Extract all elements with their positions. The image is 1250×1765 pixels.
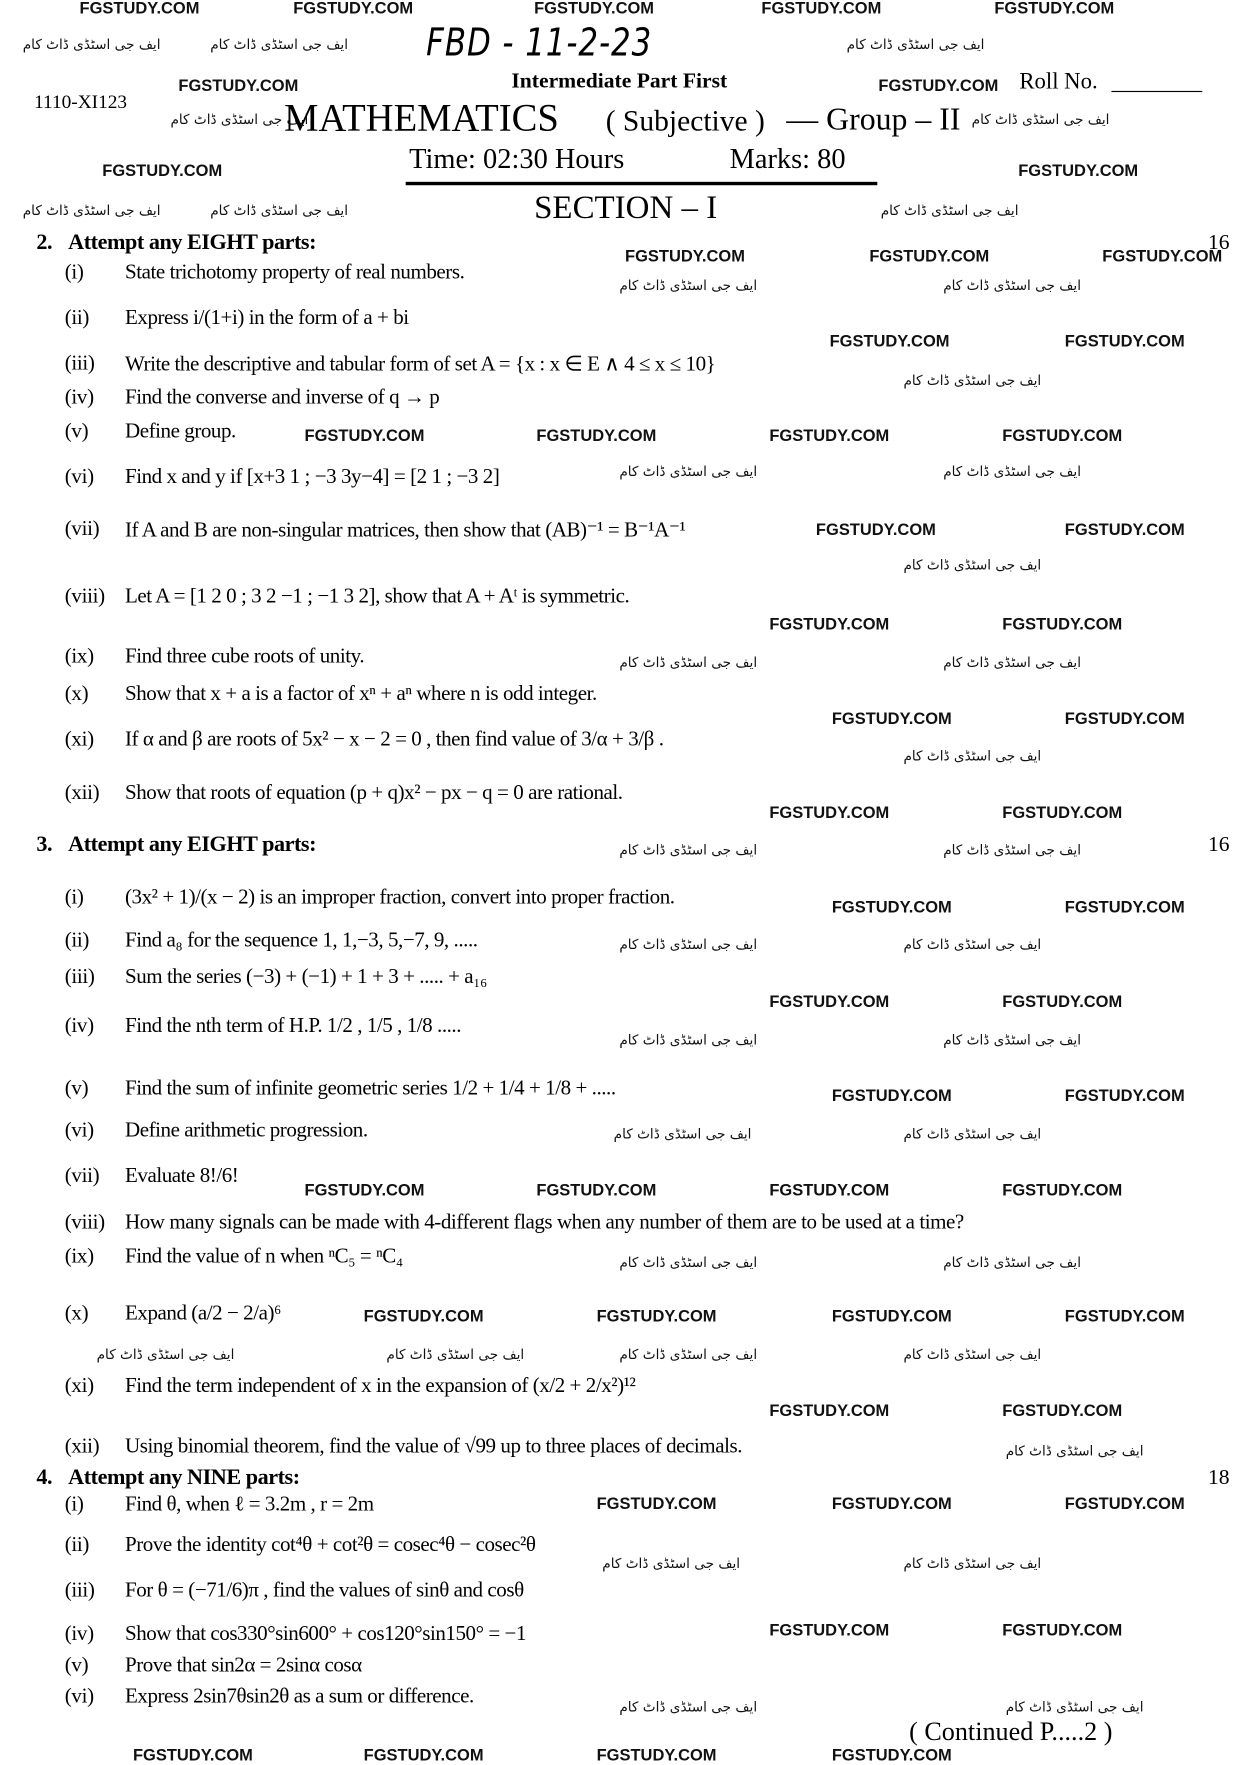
part-label: (viii) bbox=[64, 1211, 105, 1235]
watermark-text: FGSTUDY.COM bbox=[534, 0, 655, 19]
watermark-urdu-text: ایف جی اسٹڈی ڈاٹ کام bbox=[602, 1555, 741, 1572]
part-label: (xii) bbox=[64, 781, 100, 805]
watermark-text: FGSTUDY.COM bbox=[761, 0, 882, 19]
watermark-urdu-text: ایف جی اسٹڈی ڈاٹ کام bbox=[210, 36, 349, 53]
part-label: (i) bbox=[64, 1493, 84, 1516]
part-label: (xi) bbox=[64, 728, 94, 752]
watermark-text: FGSTUDY.COM bbox=[1064, 710, 1185, 729]
question-number: 4. bbox=[36, 1465, 53, 1490]
part-label: (v) bbox=[64, 1654, 89, 1678]
watermark-urdu-text: ایف جی اسٹڈی ڈاٹ کام bbox=[619, 842, 758, 858]
watermark-text: FGSTUDY.COM bbox=[1064, 1087, 1185, 1106]
watermark-text: FGSTUDY.COM bbox=[102, 162, 223, 181]
part-text: If A and B are non-singular matrices, then show that (AB)⁻¹ = B⁻¹A⁻¹ bbox=[125, 519, 686, 543]
watermark-text: FGSTUDY.COM bbox=[536, 427, 657, 446]
watermark-urdu-text: ایف جی اسٹڈی ڈاٹ کام bbox=[386, 1346, 525, 1363]
watermark-text: FGSTUDY.COM bbox=[1064, 898, 1185, 918]
watermark-text: FGSTUDY.COM bbox=[596, 1307, 717, 1327]
watermark-text: FGSTUDY.COM bbox=[79, 0, 200, 19]
watermark-text: FGSTUDY.COM bbox=[769, 1181, 890, 1201]
watermark-text: FGSTUDY.COM bbox=[596, 1495, 717, 1514]
part-label: (viii) bbox=[64, 585, 105, 608]
part-label: (i) bbox=[64, 886, 84, 910]
part-label: (iii) bbox=[64, 352, 95, 376]
part-label: (iv) bbox=[64, 1622, 94, 1646]
watermark-text: FGSTUDY.COM bbox=[1002, 615, 1123, 635]
watermark-text: FGSTUDY.COM bbox=[769, 993, 890, 1012]
roll-no-field[interactable] bbox=[1111, 91, 1202, 92]
part-label: (ii) bbox=[64, 1534, 90, 1557]
part-text: Find three cube roots of unity. bbox=[125, 645, 365, 669]
part-label: (i) bbox=[64, 261, 84, 285]
watermark-text: FGSTUDY.COM bbox=[1002, 804, 1123, 823]
watermark-text: FGSTUDY.COM bbox=[769, 804, 890, 823]
part-label: (x) bbox=[64, 1302, 89, 1326]
watermark-text: FGSTUDY.COM bbox=[831, 1746, 952, 1765]
watermark-urdu-text: ایف جی اسٹڈی ڈاٹ کام bbox=[613, 1126, 752, 1143]
watermark-text: FGSTUDY.COM bbox=[869, 247, 990, 266]
part-text: Find the sum of infinite geometric series 1/2 + 1/4 + 1/8 + ..... bbox=[125, 1077, 616, 1101]
watermark-urdu-text: ایف جی اسٹڈی ڈاٹ کام bbox=[1005, 1698, 1144, 1715]
watermark-text: FGSTUDY.COM bbox=[878, 77, 999, 96]
part-text: Find a₈ for the sequence 1, 1,−3, 5,−7, 9, ..... bbox=[125, 929, 478, 953]
header-underline bbox=[406, 182, 878, 185]
part-label: (v) bbox=[64, 1077, 89, 1101]
part-text: Show that x + a is a factor of xⁿ + aⁿ where n is odd integer. bbox=[125, 682, 597, 706]
watermark-text: FGSTUDY.COM bbox=[829, 332, 950, 352]
watermark-text: FGSTUDY.COM bbox=[132, 1746, 253, 1765]
watermark-text: FGSTUDY.COM bbox=[1102, 247, 1223, 266]
watermark-urdu-text: ایف جی اسٹڈی ڈاٹ کام bbox=[22, 202, 161, 219]
exam-level: Intermediate Part First bbox=[511, 69, 728, 94]
part-label: (ix) bbox=[64, 1245, 94, 1269]
watermark-urdu-text: ایف جی اسٹڈی ڈاٹ کام bbox=[210, 202, 349, 219]
part-text: Find x and y if [x+3 1 ; −3 3y−4] = [2 1 ; −3 2] bbox=[125, 465, 500, 489]
watermark-urdu-text: ایف جی اسٹڈی ڈاٹ کام bbox=[943, 463, 1082, 480]
watermark-text: FGSTUDY.COM bbox=[363, 1746, 484, 1765]
watermark-urdu-text: ایف جی اسٹڈی ڈاٹ کام bbox=[619, 1031, 758, 1048]
group-label: — Group – II bbox=[786, 102, 961, 138]
part-text: Sum the series (−3) + (−1) + 1 + 3 + ..... + a₁₆ bbox=[125, 965, 487, 989]
watermark-text: FGSTUDY.COM bbox=[304, 427, 425, 446]
watermark-text: FGSTUDY.COM bbox=[769, 427, 890, 446]
watermark-text: FGSTUDY.COM bbox=[831, 898, 952, 918]
paper-type: ( Subjective ) bbox=[605, 104, 765, 138]
watermark-urdu-text: ایف جی اسٹڈی ڈاٹ کام bbox=[903, 372, 1042, 389]
part-text: Expand (a/2 − 2/a)⁶ bbox=[125, 1302, 281, 1326]
roll-no-label: Roll No. bbox=[1019, 69, 1098, 95]
part-label: (vii) bbox=[64, 518, 100, 541]
part-label: (vi) bbox=[64, 465, 94, 489]
part-label: (ii) bbox=[64, 929, 90, 953]
watermark-urdu-text: ایف جی اسٹڈی ڈاٹ کام bbox=[971, 111, 1110, 128]
question-marks: 16 bbox=[1207, 230, 1230, 255]
part-label: (x) bbox=[64, 682, 89, 706]
watermark-urdu-text: ایف جی اسٹڈی ڈاٹ کام bbox=[619, 1698, 758, 1715]
question-number: 3. bbox=[36, 832, 53, 857]
watermark-urdu-text: ایف جی اسٹڈی ڈاٹ کام bbox=[903, 556, 1042, 573]
watermark-urdu-text: ایف جی اسٹڈی ڈاٹ کام bbox=[619, 654, 758, 671]
part-label: (iv) bbox=[64, 386, 94, 410]
watermark-text: FGSTUDY.COM bbox=[994, 0, 1115, 19]
question-title: Attempt any NINE parts: bbox=[68, 1465, 300, 1490]
part-text: Define arithmetic progression. bbox=[125, 1119, 368, 1143]
watermark-text: FGSTUDY.COM bbox=[293, 0, 414, 19]
watermark-text: FGSTUDY.COM bbox=[831, 710, 952, 729]
watermark-text: FGSTUDY.COM bbox=[1064, 332, 1185, 352]
watermark-text: FGSTUDY.COM bbox=[831, 1495, 952, 1514]
part-text: (3x² + 1)/(x − 2) is an improper fraction, convert into proper fraction. bbox=[125, 886, 675, 910]
watermark-urdu-text: ایف جی اسٹڈی ڈاٹ کام bbox=[619, 1254, 758, 1271]
part-text: Let A = [1 2 0 ; 3 2 −1 ; −1 3 2], show that A + Aᵗ is symmetric. bbox=[125, 585, 630, 608]
watermark-text: FGSTUDY.COM bbox=[596, 1746, 717, 1765]
watermark-urdu-text: ایف جی اسٹڈی ڈاٹ کام bbox=[880, 202, 1019, 219]
watermark-text: FGSTUDY.COM bbox=[1064, 1307, 1185, 1327]
watermark-urdu-text: ایف جی اسٹڈی ڈاٹ کام bbox=[903, 1126, 1042, 1143]
watermark-urdu-text: ایف جی اسٹڈی ڈاٹ کام bbox=[943, 842, 1082, 858]
watermark-text: FGSTUDY.COM bbox=[1018, 162, 1139, 181]
part-text: Evaluate 8!/6! bbox=[125, 1164, 239, 1188]
watermark-text: FGSTUDY.COM bbox=[1002, 993, 1123, 1012]
watermark-text: FGSTUDY.COM bbox=[1064, 521, 1185, 540]
watermark-urdu-text: ایف جی اسٹڈی ڈاٹ کام bbox=[619, 1346, 758, 1363]
part-text: Using binomial theorem, find the value of √99 up to three places of decimals. bbox=[125, 1435, 742, 1459]
part-text: For θ = (−71/6)π , find the values of sinθ and cosθ bbox=[125, 1579, 524, 1603]
continued-note: ( Continued P.....2 ) bbox=[909, 1717, 1113, 1746]
part-label: (v) bbox=[64, 420, 89, 444]
watermark-text: FGSTUDY.COM bbox=[625, 247, 745, 266]
marks-label: Marks: 80 bbox=[729, 144, 846, 176]
watermark-urdu-text: ایف جی اسٹڈی ڈاٹ کام bbox=[22, 36, 161, 53]
part-text: Define group. bbox=[125, 420, 236, 444]
watermark-urdu-text: ایف جی اسٹڈی ڈاٹ کام bbox=[903, 1346, 1042, 1363]
part-label: (iii) bbox=[64, 965, 95, 989]
watermark-urdu-text: ایف جی اسٹڈی ڈاٹ کام bbox=[943, 654, 1082, 671]
watermark-urdu-text: ایف جی اسٹڈی ڈاٹ کام bbox=[619, 936, 758, 953]
watermark-text: FGSTUDY.COM bbox=[769, 615, 890, 635]
time-label: Time: 02:30 Hours bbox=[409, 144, 625, 176]
part-label: (vi) bbox=[64, 1685, 94, 1709]
watermark-urdu-text: ایف جی اسٹڈی ڈاٹ کام bbox=[943, 1031, 1082, 1048]
watermark-urdu-text: ایف جی اسٹڈی ڈاٹ کام bbox=[846, 36, 985, 53]
part-label: (iii) bbox=[64, 1579, 95, 1603]
part-text: Show that cos330°sin600° + cos120°sin150° = −1 bbox=[125, 1622, 527, 1646]
watermark-text: FGSTUDY.COM bbox=[831, 1307, 952, 1327]
part-text: How many signals can be made with 4-different flags when any number of them are to be used at a time? bbox=[125, 1211, 964, 1235]
watermark-text: FGSTUDY.COM bbox=[769, 1402, 890, 1421]
part-label: (ix) bbox=[64, 645, 94, 669]
watermark-urdu-text: ایف جی اسٹڈی ڈاٹ کام bbox=[619, 277, 758, 294]
question-marks: 18 bbox=[1207, 1465, 1230, 1490]
watermark-text: FGSTUDY.COM bbox=[1002, 1181, 1123, 1201]
part-text: Write the descriptive and tabular form of set A = {x : x ∈ E ∧ 4 ≤ x ≤ 10} bbox=[125, 353, 716, 377]
watermark-urdu-text: ایف جی اسٹڈی ڈاٹ کام bbox=[943, 1254, 1082, 1271]
question-number: 2. bbox=[36, 230, 53, 255]
part-text: Find the converse and inverse of q → p bbox=[125, 386, 440, 410]
part-label: (xii) bbox=[64, 1435, 100, 1459]
part-label: (vii) bbox=[64, 1164, 100, 1188]
watermark-urdu-text: ایف جی اسٹڈی ڈاٹ کام bbox=[1005, 1443, 1144, 1460]
question-title: Attempt any EIGHT parts: bbox=[68, 230, 317, 255]
watermark-text: FGSTUDY.COM bbox=[536, 1181, 657, 1201]
part-label: (ii) bbox=[64, 306, 90, 330]
watermark-text: FGSTUDY.COM bbox=[769, 1621, 890, 1640]
watermark-text: FGSTUDY.COM bbox=[304, 1181, 425, 1201]
part-text: Find θ, when ℓ = 3.2m , r = 2m bbox=[125, 1493, 374, 1516]
watermark-urdu-text: ایف جی اسٹڈی ڈاٹ کام bbox=[619, 463, 758, 480]
part-text: Express 2sin7θsin2θ as a sum or difference. bbox=[125, 1685, 474, 1709]
part-text: State trichotomy property of real numbers. bbox=[125, 261, 465, 285]
part-label: (vi) bbox=[64, 1119, 94, 1143]
question-title: Attempt any EIGHT parts: bbox=[68, 832, 317, 857]
watermark-text: FGSTUDY.COM bbox=[831, 1087, 952, 1106]
watermark-text: FGSTUDY.COM bbox=[1002, 427, 1123, 446]
part-label: (iv) bbox=[64, 1014, 94, 1038]
part-text: Find the nth term of H.P. 1/2 , 1/5 , 1/8 ..... bbox=[125, 1014, 462, 1038]
part-text: Prove the identity cot⁴θ + cot²θ = cosec⁴θ − cosec²θ bbox=[125, 1534, 536, 1557]
watermark-text: FGSTUDY.COM bbox=[815, 521, 936, 540]
watermark-urdu-text: ایف جی اسٹڈی ڈاٹ کام bbox=[903, 936, 1042, 953]
watermark-text: FGSTUDY.COM bbox=[1064, 1495, 1185, 1514]
watermark-text: FGSTUDY.COM bbox=[1002, 1621, 1123, 1640]
section-title: SECTION – I bbox=[534, 189, 718, 227]
part-text: Find the term independent of x in the expansion of (x/2 + 2/x²)¹² bbox=[125, 1375, 636, 1398]
handwritten-date: FBD - 11-2-23 bbox=[426, 20, 653, 66]
part-text: Express i/(1+i) in the form of a + bi bbox=[125, 306, 409, 330]
watermark-urdu-text: ایف جی اسٹڈی ڈاٹ کام bbox=[903, 747, 1042, 764]
part-label: (xi) bbox=[64, 1375, 94, 1398]
part-text: If α and β are roots of 5x² − x − 2 = 0 , then find value of 3/α + 3/β . bbox=[125, 728, 664, 752]
watermark-text: FGSTUDY.COM bbox=[363, 1307, 484, 1327]
question-marks: 16 bbox=[1207, 832, 1230, 857]
part-text: Prove that sin2α = 2sinα cosα bbox=[125, 1654, 362, 1678]
watermark-urdu-text: ایف جی اسٹڈی ڈاٹ کام bbox=[903, 1555, 1042, 1572]
watermark-text: FGSTUDY.COM bbox=[1002, 1402, 1123, 1421]
part-text: Show that roots of equation (p + q)x² − px − q = 0 are rational. bbox=[125, 781, 623, 805]
subject-title: MATHEMATICS bbox=[284, 97, 559, 140]
watermark-urdu-text: ایف جی اسٹڈی ڈاٹ کام bbox=[170, 111, 309, 128]
watermark-urdu-text: ایف جی اسٹڈی ڈاٹ کام bbox=[943, 277, 1082, 294]
part-text: Find the value of n when ⁿC₅ = ⁿC₄ bbox=[125, 1245, 403, 1269]
paper-code: 1110-XI123 bbox=[34, 90, 128, 113]
watermark-text: FGSTUDY.COM bbox=[178, 77, 299, 96]
watermark-urdu-text: ایف جی اسٹڈی ڈاٹ کام bbox=[96, 1346, 235, 1363]
